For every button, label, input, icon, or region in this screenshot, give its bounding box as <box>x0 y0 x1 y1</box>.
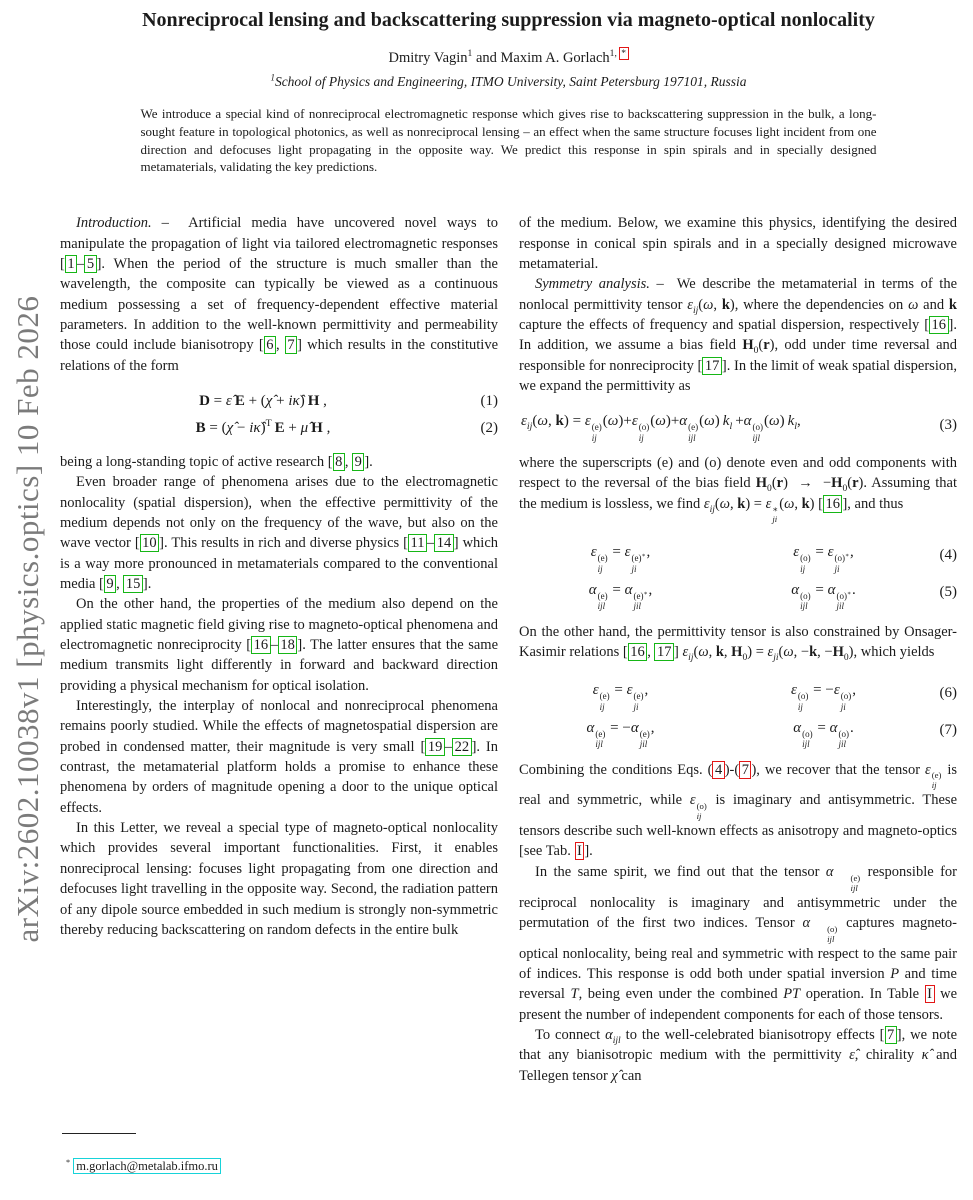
email-link[interactable]: m.gorlach@metalab.ifmo.ru <box>73 1158 221 1174</box>
equation-block-3 <box>519 408 957 443</box>
citation-link[interactable]: 8 <box>333 453 345 471</box>
citation-link[interactable]: 16 <box>251 636 271 654</box>
footnote-rule <box>62 1133 136 1134</box>
citation-link[interactable]: 17 <box>702 357 722 375</box>
citation-link[interactable]: 5 <box>84 255 96 273</box>
equation-7 <box>519 712 957 750</box>
paragraph-superscripts: where the superscripts (e) and (o) denote even and odd components with respect to the reversal of the bias field $H_0(r) \to -H_0(r)$. Assuming that the medium is lossless, we find $\varepsilon_{ij}(\omega$, k) = ε ∗ ji (ω, k) [ 16 ], and thus <box>519 454 957 525</box>
footnote-email: * m.gorlach@metalab.ifmo.ru <box>60 1156 498 1176</box>
citation-link[interactable]: 9 <box>352 453 364 471</box>
paragraph-introduction: Introduction. – Artificial media have uncovered novel ways to manipulate the propagation of light via tailored electromagnetic responses [ 1 – 5 ]. When the period of the structure is much smaller than the wavelength, the composite can typically be viewed as a continuous medium possessing a set of frequency-dependent effective material parameters. In addition to the well-known permittivity and permeability those could include bianisotropy [ 6 , 7 ] which results in the constitutive relations of the form <box>60 215 498 374</box>
citation-link[interactable]: 15 <box>123 575 143 593</box>
citation-link[interactable]: 19 <box>425 738 445 756</box>
equation-block-6-7 <box>519 674 957 749</box>
citation-link[interactable]: 7 <box>285 336 297 354</box>
equation-5-left: α (e) ijl = α (e)∗ jil , <box>588 582 653 612</box>
equation-6-left: ε (e) ij = ε (e) ji , <box>592 682 649 712</box>
equation-block-4-5 <box>519 536 957 611</box>
internal-ref-link[interactable]: * <box>619 47 629 60</box>
citation-link[interactable]: 7 <box>885 1026 897 1044</box>
citation-link[interactable]: 11 <box>408 534 427 552</box>
arxiv-watermark: arXiv:2602.10038v1 [physics.optics] 10 Feb 2026 <box>10 295 45 943</box>
equation-block-1-2 <box>60 388 498 442</box>
citation-link[interactable]: 10 <box>140 534 160 552</box>
paragraph-symmetry-analysis: Symmetry analysis. – We describe the metamaterial in terms of the nonlocal permittivity tensor $\varepsilon_{ij}(\omega$, k), where the dependencies on ω and k capture the effects of frequency and spatial dispersion, respectively [ 16 ]. In addition, we assume a bias field $H_0(r)$, odd under time reversal and responsible for nonreciprocity [ 17 ]. In the limit of weak spatial dispersion, we expand the permittivity as <box>519 276 958 394</box>
paragraph-combining: Combining the conditions Eqs. ( 4 )-( 7 ), we recover that the tensor ε (e) ij is real and symmetric, while ε (o) ij is imaginary and antisymmetric. These tensors describe such well-known effects as anisotropy and magneto-optics [see Tab. I ]. <box>519 761 958 860</box>
paragraph-interplay: Interestingly, the interplay of nonlocal and nonreciprocal phenomena remains poorly studied. While the effects of magnetospatial dispersion are probed in condensed matter, their magnitude is very small [ 19 – 22 ]. In contrast, the metamaterial platform holds a promise to enhance these phenomena by orders of magnitude opening a door to the unique optical effects. <box>60 698 498 816</box>
citation-link[interactable]: 22 <box>452 738 472 756</box>
equation-5 <box>519 574 957 612</box>
equation-5-number: (5) <box>939 584 957 601</box>
equation-1-body: D = ε̂ E + (χ̂ + iκ̂) H , <box>199 392 327 409</box>
internal-ref-link[interactable]: I <box>925 985 935 1003</box>
equation-7-right: α (o) ijl = α (o) jil . <box>793 719 854 750</box>
citation-link[interactable]: 14 <box>434 534 454 552</box>
paragraph-topic: being a long-standing topic of active research [ 8 , 9 ]. <box>60 453 373 470</box>
equation-4-left: ε (e) ij = ε (e)∗ ji , <box>590 544 651 574</box>
equation-6 <box>519 674 957 712</box>
citation-link[interactable]: 18 <box>278 636 298 654</box>
equation-2-number: (2) <box>480 419 498 436</box>
left-column <box>60 213 498 1176</box>
equation-3-body: $\varepsilon_{ij}(\omega$, k) = ε (e) ij (ω)+ε (o) ij (ω)+α (e) ijl (ω) $k_l +\alpha$ (o) ijl (ω) $k_l$, <box>521 413 801 443</box>
abstract: We introduce a special kind of nonreciprocal electromagnetic response which gives rise to backscattering suppression in the bulk, a long-sought feature in topological photonics, as well as nonreciprocal lensing – an effect when the same structure focuses light incident from one direction and defocuses light propagating in the opposite way. We predict this response in spin spirals and in specially designed metamaterials, validating the key predictions. <box>140 106 877 175</box>
footnote-block <box>60 1133 498 1176</box>
paragraph-this-letter: In this Letter, we reveal a special type of magneto-optical nonlocality which provides several important functionalities. First, it enables nonreciprocal lensing: focuses light propagating from one direction and defocuses light travelling in the opposite way. Second, the radiation pattern of any dipole source embedded in such medium is strongly non-symmetric thereby reducing backscattering on random defects in the entire bulk <box>60 820 498 938</box>
equation-4-right: ε (o) ij = ε (o)∗ ji , <box>793 544 854 574</box>
citation-link[interactable]: 16 <box>929 316 949 334</box>
equation-3 <box>519 408 957 443</box>
citation-link[interactable]: 16 <box>823 495 843 513</box>
two-column-body <box>60 213 957 1176</box>
internal-ref-link[interactable]: 4 <box>712 761 724 779</box>
paragraph-connect-alpha: To connect $\alpha_{ijl}$ to the well-celebrated bianisotropy effects [ 7 ], we note that any bianisotropic medium with the permittivity ε̂, chirality κ̂ and Tellegen tensor χ̂ can <box>519 1027 958 1084</box>
authors-line: Dmitry Vagin$^1$ and Maxim A. Gorlach$^{1, *}$ <box>60 50 957 67</box>
citation-link[interactable]: 6 <box>264 336 276 354</box>
citation-link[interactable]: 1 <box>65 255 77 273</box>
paragraph-magnetic-field: On the other hand, the properties of the medium also depend on the applied static magnetic field giving rise to magneto-optical phenomena and electromagnetic nonreciprocity [ 16 – 18 ]. The latter ensures that the same medium transmits light differently in forward and backward direction providing a physical mechanism for optical isolation. <box>60 596 499 694</box>
equation-2-body: B = (χ̂ − iκ̂)$^T$ E + μ̂ H , <box>195 417 331 436</box>
internal-ref-link[interactable]: 7 <box>739 761 751 779</box>
equation-4-number: (4) <box>939 546 957 563</box>
right-column <box>519 213 957 1176</box>
equation-6-right: ε (o) ij = −ε (o) ji , <box>790 682 856 712</box>
paper-title: Nonreciprocal lensing and backscattering suppression via magneto-optical nonlocality <box>142 9 875 31</box>
equation-1 <box>60 388 498 415</box>
paragraph-same-spirit: In the same spirit, we find out that the tensor α (e) ijl responsible for reciprocal nonlocality is imaginary and antisymmetric under the permutation of the first two indices. Tensor α (o) ijl captures magneto-optical nonlocality, being real and symmetric with respect to the same pair of indices. This response is odd both under spatial inversion P and time reversal T, being even under the combined PT operation. In Table I we present the number of independent components for each of those tensors. <box>519 863 958 1023</box>
citation-link[interactable]: 16 <box>628 643 648 661</box>
paragraph-continuation: of the medium. Below, we examine this physics, identifying the desired response in conical spin spirals and in a specially designed microwave metamaterial. <box>519 215 957 272</box>
equation-6-number: (6) <box>939 684 957 701</box>
equation-7-left: α (e) ijl = −α (e) jil , <box>586 719 655 750</box>
internal-ref-link[interactable]: I <box>575 842 585 860</box>
paragraph-onsager: On the other hand, the permittivity tensor is also constrained by Onsager-Kasimir relations [ 16 , 17 ] $\varepsilon_{ij}(\omega$, k, $H_0) = \varepsilon_{ji}(\omega$, −k, $-H_0$), which yields <box>519 623 957 663</box>
citation-link[interactable]: 9 <box>104 575 116 593</box>
equation-5-right: α (o) ijl = α (o)∗ jil . <box>791 582 856 612</box>
equation-3-number: (3) <box>939 417 957 434</box>
equation-1-number: (1) <box>480 392 498 409</box>
equation-7-number: (7) <box>939 722 957 739</box>
paragraph-nonlocality: Even broader range of phenomena arises due to the electromagnetic nonlocality (spatial dispersion), when the effective permittivity of the medium depends not only on the frequency of the wave, but also on the wave vector [ 10 ]. This results in rich and diverse physics [ 11 – 14 ] which is a way more pronounced in metamaterials compared to the conventional media [ 9 , 15 ]. <box>60 474 499 592</box>
citation-link[interactable]: 17 <box>654 643 674 661</box>
equation-2 <box>60 415 498 442</box>
affiliation-line: $^1$School of Physics and Engineering, ITMO University, Saint Petersburg 197101, Russia <box>270 72 747 89</box>
equation-4 <box>519 536 957 574</box>
